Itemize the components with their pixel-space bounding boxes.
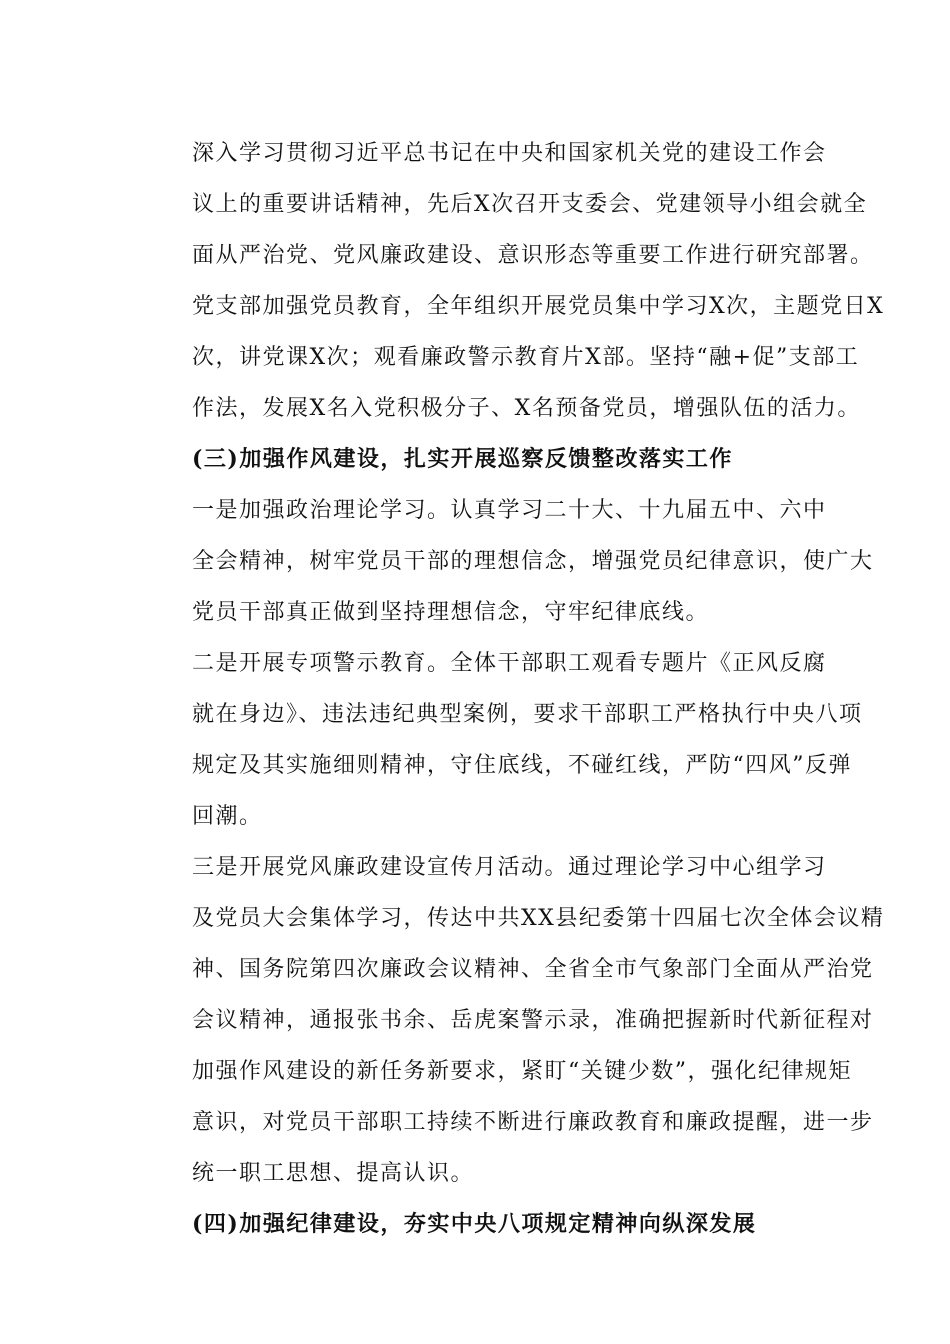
paragraph-political-theory xyxy=(146,485,874,638)
text-line: 加强作风建设的新任务新要求，紧盯“关键少数”，强化纪律规矩 xyxy=(192,1059,852,1084)
paragraph-warning-education xyxy=(146,638,863,842)
section-heading-4 xyxy=(146,1199,810,1250)
text-line: 全会精神，树牢党员干部的理想信念，增强党员纪律意识，使广大 xyxy=(192,549,874,574)
section-heading-3 xyxy=(146,434,810,485)
document-body xyxy=(146,128,885,1250)
text-line: 一是加强政治理论学习。认真学习二十大、十九届五中、六中 xyxy=(192,498,827,523)
text-line: 党支部加强党员教育，全年组织开展党员集中学习X次，主题党日X xyxy=(192,294,885,319)
text-line: 意识，对党员干部职工持续不断进行廉政教育和廉政提醒，进一步 xyxy=(192,1110,874,1135)
text-line: 面从严治党、党风廉政建设、意识形态等重要工作进行研究部署。 xyxy=(192,243,874,268)
text-line: 就在身边》、违法违纪典型案例，要求干部职工严格执行中央八项 xyxy=(192,702,863,727)
text-line: 党员干部真正做到坚持理想信念，守牢纪律底线。 xyxy=(192,600,710,625)
text-line: 回潮。 xyxy=(192,804,263,829)
paragraph-publicity-month xyxy=(146,842,885,1199)
text-line: 会议精神，通报张书余、岳虎案警示录，准确把握新时代新征程对 xyxy=(192,1008,874,1033)
text-line: 及党员大会集体学习，传达中共XX县纪委第十四届七次全体会议精 xyxy=(192,906,885,931)
text-line: 次，讲党课X次；观看廉政警示教育片X部。坚持“融+促”支部工 xyxy=(192,345,860,370)
text-line: 三是开展党风廉政建设宣传月活动。通过理论学习中心组学习 xyxy=(192,855,827,880)
text-line: 统一职工思想、提高认识。 xyxy=(192,1161,475,1186)
text-line: 规定及其实施细则精神，守住底线，不碰红线，严防“四风”反弹 xyxy=(192,753,852,778)
text-line: 作法，发展X名入党积极分子、X名预备党员，增强队伍的活力。 xyxy=(192,396,861,421)
text-line: 深入学习贯彻习近平总书记在中央和国家机关党的建设工作会 xyxy=(192,141,827,166)
text-line: 二是开展专项警示教育。全体干部职工观看专题片《正风反腐 xyxy=(192,651,827,676)
paragraph-party-education xyxy=(146,128,885,434)
heading-line: (三)加强作风建设，扎实开展巡察反馈整改落实工作 xyxy=(192,446,733,472)
text-line: 神、国务院第四次廉政会议精神、全省全市气象部门全面从严治党 xyxy=(192,957,874,982)
text-line: 议上的重要讲话精神，先后X次召开支委会、党建领导小组会就全 xyxy=(192,192,868,217)
heading-line: (四)加强纪律建设，夯实中央八项规定精神向纵深发展 xyxy=(192,1211,757,1237)
